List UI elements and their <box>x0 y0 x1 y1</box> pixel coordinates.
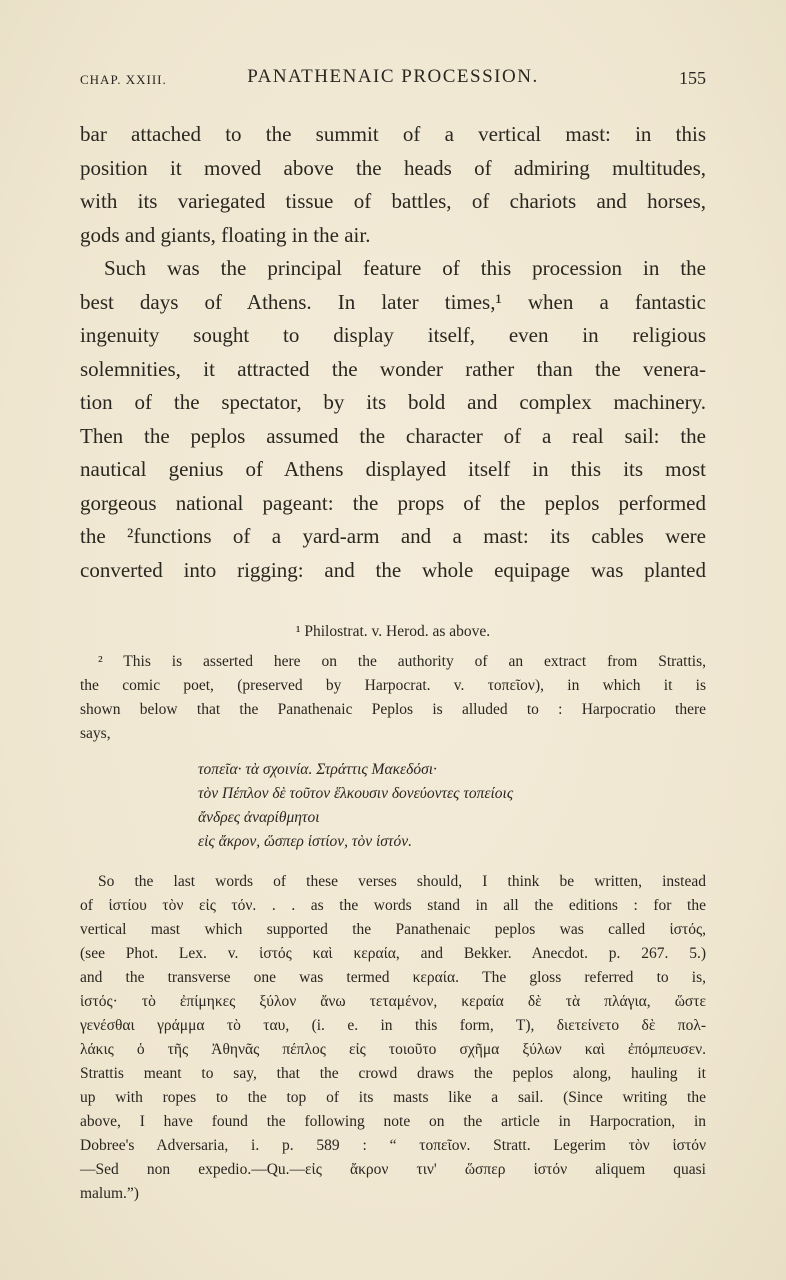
body-line: gods and giants, floating in the air. <box>80 222 371 247</box>
running-head <box>80 66 706 96</box>
commentary-line: —Sed non expedio.—Qu.—εἰς ἄκρον τιν' ὥσπερ ἱστόν aliquem quasi <box>80 1161 706 1178</box>
body-line: position it moved above the heads of admiring multitudes, <box>80 155 706 180</box>
body-line: bar attached to the summit of a vertical mast: in this <box>80 122 706 146</box>
verse-line: εἰς ἄκρον, ὥσπερ ἱστίον, τὸν ἱστόν. <box>198 833 412 850</box>
body-line: solemnities, it attracted the wonder rather than the venera- <box>80 356 706 381</box>
body-line: the ²functions of a yard-arm and a mast: its cables were <box>80 524 706 548</box>
page-number: 155 <box>679 68 706 88</box>
body-line: tion of the spectator, by its bold and complex machinery. <box>80 390 706 414</box>
commentary-line: vertical mast which supported the Panathenaic peplos was called ἱστός, <box>80 921 706 938</box>
body-line: best days of Athens. In later times,¹ when a fantastic <box>80 289 706 314</box>
commentary-line: up with ropes to the top of its masts like a sail. (Since writing the <box>80 1089 706 1106</box>
footnote-1: ¹ Philostrat. v. Herod. as above. <box>295 623 491 640</box>
verse-line: τοπεῖα· τὰ σχοινία. Στράττις Μακεδόσι· <box>198 761 437 778</box>
commentary-line: of ἱστίου τὸν εἰς τόν. . . as the words stand in all the editions : for the <box>80 897 706 914</box>
commentary-line: (see Phot. Lex. v. ἱστός καὶ κεραία, and Bekker. Anecdot. p. 267. 5.) <box>80 945 706 962</box>
footnote-2-line: the comic poet, (preserved by Harpocrat. v. τοπεῖον), in which it is <box>80 677 706 694</box>
commentary-line: malum.”) <box>80 1185 139 1202</box>
body-line: gorgeous national pageant: the props of the peplos performed <box>80 490 706 515</box>
main-text <box>80 118 706 587</box>
commentary-line: above, I have found the following note on the article in Harpocration, in <box>80 1113 706 1130</box>
commentary-line: So the last words of these verses should, I think be written, instead <box>98 873 706 890</box>
footnote-2-line: says, <box>80 725 111 742</box>
footnote-2-line: shown below that the Panathenaic Peplos is alluded to : Harpocratio there <box>80 701 706 718</box>
footnotes <box>80 620 706 1206</box>
commentary-line: ἱστός· τὸ ἐπίμηκες ξύλον ἄνω τεταμένον, κεραία δὲ τὰ πλάγια, ὥστε <box>80 993 706 1010</box>
chapter-label: CHAP. XXIII. <box>80 72 167 87</box>
body-line: Then the peplos assumed the character of a real sail: the <box>80 423 706 448</box>
commentary-line: and the transverse one was termed κεραία. The gloss referred to is, <box>80 969 706 986</box>
footnote-2-line: ² This is asserted here on the authority of an extract from Strattis, <box>98 653 706 670</box>
commentary-line: γενέσθαι γράμμα τὸ ταυ, (i. e. in this form, T), διετείνετο δὲ πολ- <box>80 1017 706 1034</box>
verse-line: τὸν Πέπλον δὲ τοῦτον ἕλκουσιν δονεύοντες τοπείοις <box>198 785 514 802</box>
body-line: nautical genius of Athens displayed itself in this its most <box>80 457 706 481</box>
verse-line: ἄνδρες ἀναρίθμητοι <box>198 809 320 826</box>
commentary-line: λάκις ὁ τῆς Ἀθηνᾶς πέπλος εἰς τοιοῦτο σχῆμα ξύλων καὶ ἐπόμπευσεν. <box>80 1041 706 1058</box>
greek-verse <box>80 758 706 854</box>
commentary-line: Dobree's Adversaria, i. p. 589 : “ τοπεῖον. Stratt. Legerim τὸν ἱστόν <box>80 1137 706 1154</box>
page-title: PANATHENAIC PROCESSION. <box>247 66 539 87</box>
commentary-line: Strattis meant to say, that the crowd draws the peplos along, hauling it <box>80 1065 706 1082</box>
body-line: ingenuity sought to display itself, even in religious <box>80 323 706 347</box>
body-line: with its variegated tissue of battles, of chariots and horses, <box>80 189 706 213</box>
body-line: Such was the principal feature of this procession in the <box>104 256 706 280</box>
body-line: converted into rigging: and the whole equipage was planted <box>80 557 706 582</box>
